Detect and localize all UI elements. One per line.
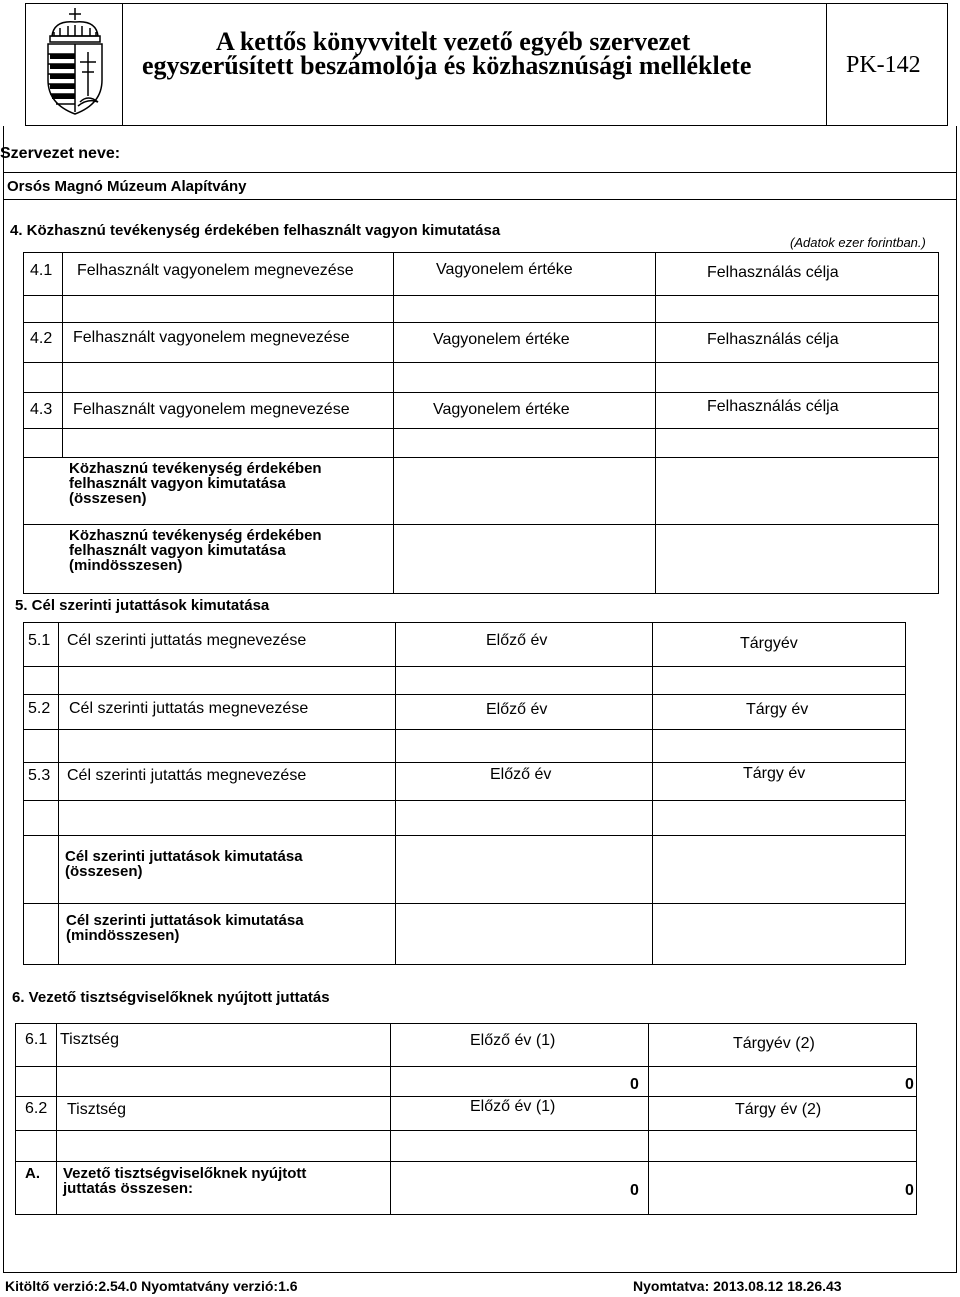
column-header-current-year: Tárgy év (2) xyxy=(735,1101,822,1118)
row-number: 4.3 xyxy=(30,401,53,418)
unit-note: (Adatok ezer forintban.) xyxy=(790,235,926,250)
column-header-asset-name: Felhasznált vagyonelem megnevezése xyxy=(73,329,350,346)
column-header-grant-name: Cél szerinti juttatás megnevezése xyxy=(67,632,307,649)
column-header-position: Tisztség xyxy=(67,1101,126,1118)
column-header-previous-year: Előző év (1) xyxy=(470,1098,556,1115)
column-header-current-year: Tárgyév xyxy=(740,635,798,652)
form-title-line1: A kettős könyvvitelt vezető egyéb szervezet xyxy=(216,27,691,56)
section4-total-label: Közhasznú tevékenység érdekében felhasznált vagyon kimutatása (összesen) xyxy=(69,460,322,507)
header-divider-left xyxy=(122,3,123,126)
section5-total-label: Cél szerinti juttatások kimutatása (összesen) xyxy=(65,848,303,880)
column-header-previous-year: Előző év xyxy=(486,701,548,718)
total-previous-year-value[interactable]: 0 xyxy=(630,1182,639,1199)
column-header-asset-value: Vagyonelem értéke xyxy=(436,261,573,278)
column-header-current-year: Tárgy év xyxy=(746,701,809,718)
row-number: 6.2 xyxy=(25,1100,48,1117)
column-header-grant-name: Cél szerinti juttatás megnevezése xyxy=(69,700,309,717)
section6-title: 6. Vezető tisztségviselőknek nyújtott juttatás xyxy=(12,989,330,1006)
column-header-current-year: Tárgyév (2) xyxy=(733,1035,815,1052)
column-header-purpose: Felhasználás célja xyxy=(707,398,839,415)
form-title-line2: egyszerűsített beszámolója és közhasznúsági melléklete xyxy=(142,51,752,80)
column-header-purpose: Felhasználás célja xyxy=(707,264,839,281)
column-header-purpose: Felhasználás célja xyxy=(707,331,839,348)
previous-year-value[interactable]: 0 xyxy=(630,1076,639,1093)
column-header-position: Tisztség xyxy=(60,1031,119,1048)
column-header-previous-year: Előző év (1) xyxy=(470,1032,556,1049)
org-name-label: Szervezet neve: xyxy=(0,145,121,162)
section5-grand-total-label: Cél szerinti juttatások kimutatása (mindösszesen) xyxy=(66,912,304,944)
current-year-value[interactable]: 0 xyxy=(905,1076,914,1093)
filler-version: Kitöltő verzió:2.54.0 Nyomtatvány verzió:1.6 xyxy=(5,1278,298,1294)
section4-title: 4. Közhasznú tevékenység érdekében felhasznált vagyon kimutatása xyxy=(10,222,501,239)
section5-title: 5. Cél szerinti jutattások kimutatása xyxy=(15,597,270,614)
row-number: 5.3 xyxy=(28,767,51,784)
row-number: 5.2 xyxy=(28,700,51,717)
total-current-year-value[interactable]: 0 xyxy=(905,1182,914,1199)
column-header-grant-name: Cél szerinti jutattás megnevezése xyxy=(67,767,307,784)
column-header-asset-value: Vagyonelem értéke xyxy=(433,401,570,418)
row-number: 5.1 xyxy=(28,632,51,649)
row-number: 4.2 xyxy=(30,330,53,347)
column-header-asset-value: Vagyonelem értéke xyxy=(433,331,570,348)
coat-of-arms-icon xyxy=(40,6,110,118)
column-header-previous-year: Előző év xyxy=(490,766,552,783)
column-header-current-year: Tárgy év xyxy=(743,765,806,782)
row-number: 4.1 xyxy=(30,262,53,279)
page-frame xyxy=(3,126,957,1273)
org-name-value: Orsós Magnó Múzeum Alapítvány xyxy=(7,178,247,195)
section4-grand-total-label: Közhasznú tevékenység érdekében felhasznált vagyon kimutatása (mindösszesen) xyxy=(69,527,322,574)
total-row-marker: A. xyxy=(25,1165,40,1182)
form-code: PK-142 xyxy=(846,52,921,78)
printed-timestamp: Nyomtatva: 2013.08.12 18.26.43 xyxy=(633,1278,842,1294)
column-header-previous-year: Előző év xyxy=(486,632,548,649)
row-number: 6.1 xyxy=(25,1031,48,1048)
column-header-asset-name: Felhasznált vagyonelem megnevezése xyxy=(73,401,350,418)
section6-total-label: Vezető tisztségviselőknek nyújtott juttatás összesen: xyxy=(63,1165,307,1197)
column-header-asset-name: Felhasznált vagyonelem megnevezése xyxy=(77,262,354,279)
header-divider-right xyxy=(826,3,827,126)
